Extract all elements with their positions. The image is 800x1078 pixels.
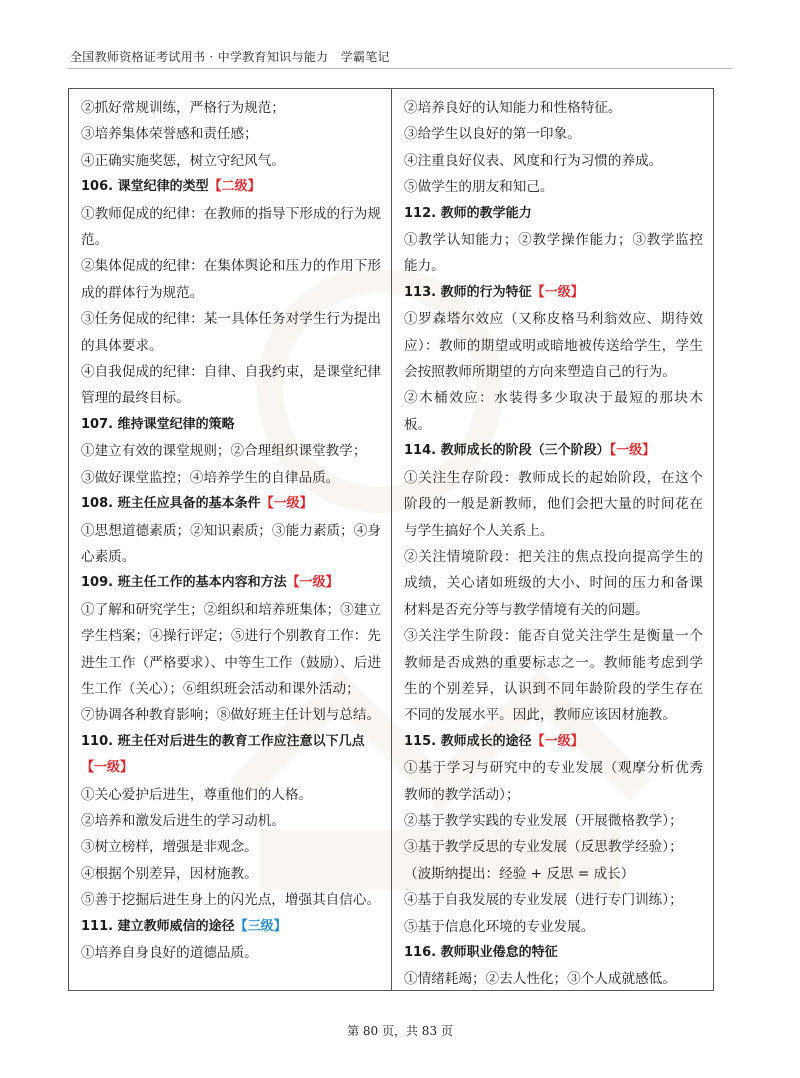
- level-tag: 【一级】: [531, 284, 584, 300]
- right-column: [391, 89, 713, 990]
- level-tag: 【二级】: [208, 179, 261, 195]
- section-heading: [81, 729, 381, 782]
- section-heading: [404, 940, 703, 966]
- section-heading-text: 114. 教师成长的阶段（三个阶段）: [404, 443, 610, 459]
- text-line: ②关注情境阶段：把关注的焦点投向提高学生的成绩，关心诸如班级的大小、时间的压力和备课材料是否充分等与教学情境有关的问题。: [404, 548, 703, 618]
- section-heading-text: 112. 教师的教学能力: [404, 205, 532, 221]
- text-line: ④基于自我发展的专业发展（进行专门训练）；: [404, 892, 683, 909]
- text-line: ②培养良好的认知能力和性格特征。: [404, 100, 622, 116]
- header-divider: [68, 68, 732, 69]
- section-heading: [81, 570, 381, 596]
- text-line: ⑦协调各种教育影响；⑧做好班主任计划与总结。: [81, 707, 381, 724]
- level-tag: 【一级】: [531, 733, 584, 749]
- section-heading-text: 115. 教师成长的途径: [404, 733, 532, 749]
- section-heading: [404, 438, 703, 464]
- text-line: ②木桶效应：水装得多少取决于最短的那块木板。: [404, 390, 703, 433]
- text-line: ⑤做学生的朋友和知己。: [404, 179, 554, 196]
- text-line: ①关心爱护后进生，尊重他们的人格。: [81, 786, 313, 803]
- text-line: ④注重良好仪表、风度和行为习惯的养成。: [404, 152, 663, 169]
- text-line: ③任务促成的纪律：某一具体任务对学生行为提出的具体要求。: [81, 311, 381, 354]
- text-line: ①教师促成的纪律：在教师的指导下形成的行为规范。: [81, 205, 381, 249]
- text-line: ⑤善于挖掘后进生身上的闪光点，增强其自信心。: [81, 892, 381, 909]
- text-line: ⑤基于信息化环境的专业发展。: [404, 918, 595, 935]
- text-line: ④正确实施奖惩，树立守纪风气。: [81, 152, 285, 169]
- left-column: [69, 89, 391, 990]
- section-heading: [81, 412, 381, 438]
- section-heading: [404, 280, 703, 306]
- text-line: （波斯纳提出：经验 + 反思 = 成长）: [404, 865, 635, 882]
- section-heading-text: 106. 课堂纪律的类型: [81, 179, 209, 195]
- section-heading-text: 116. 教师职业倦怠的特征: [404, 945, 558, 960]
- text-line: ③关注学生阶段：能否自觉关注学生是衡量一个教师是否成熟的重要标志之一。教师能考虑到学生的个别差异，认识到不同年龄阶段的学生存在不同的发展水平。因此，教师应该因材施教。: [404, 628, 703, 724]
- level-tag: 【一级】: [260, 496, 313, 512]
- text-line: ①罗森塔尔效应（又称皮格马利翁效应、期待效应）：教师的期望或明或暗地被传送给学生，学生会按照教师所期望的方向来塑造自己的行为。: [404, 311, 703, 381]
- page-header-title: 全国教师资格证考试用书 · 中学教育知识与能力 学霸笔记: [70, 50, 390, 64]
- content-frame: [68, 88, 714, 991]
- text-line: ①建立有效的课堂规则；②合理组织课堂教学；: [81, 443, 367, 460]
- section-heading-text: 111. 建立教师威信的途径: [81, 918, 235, 934]
- section-heading-text: 113. 教师的行为特征: [404, 284, 532, 300]
- section-heading: [404, 201, 703, 227]
- level-tag: 【三级】: [234, 918, 287, 934]
- level-tag: 【一级】: [81, 760, 134, 776]
- text-line: ④根据个别差异，因材施教。: [81, 865, 258, 882]
- text-line: ③给学生以良好的第一印象。: [404, 126, 581, 143]
- text-line: ①关注生存阶段：教师成长的起始阶段，在这个阶段的一般是新教师，他们会把大量的时间花在与学生搞好个人关系上。: [404, 469, 703, 539]
- text-line: ②集体促成的纪律：在集体舆论和压力的作用下形成的群体行为规范。: [81, 258, 381, 301]
- section-heading: [81, 174, 381, 200]
- text-line: ③树立榜样，增强是非观念。: [81, 839, 258, 856]
- level-tag: 【一级】: [286, 575, 339, 591]
- text-line: ②抓好常规训练，严格行为规范；: [81, 100, 285, 116]
- page-number: 第 80 页，共 83 页: [347, 1024, 453, 1038]
- section-heading: [404, 729, 703, 755]
- section-heading-text: 107. 维持课堂纪律的策略: [81, 416, 235, 432]
- text-line: ③做好课堂监控；④培养学生的自律品质。: [81, 469, 340, 486]
- text-line: ②培养和激发后进生的学习动机。: [81, 812, 285, 829]
- section-heading: [81, 491, 381, 517]
- text-line: ①情绪耗竭；②去人性化；③个人成就感低。: [404, 971, 676, 988]
- section-heading-text: 108. 班主任应具备的基本条件: [81, 496, 261, 512]
- text-line: ①教学认知能力；②教学操作能力；③教学监控能力。: [404, 232, 703, 275]
- text-line: ③培养集体荣誉感和责任感；: [81, 126, 258, 143]
- text-line: ①了解和研究学生；②组织和培养班集体；③建立学生档案；④操行评定；⑤进行个别教育工作：先进生工作（严格要求）、中等生工作（鼓励）、后进生工作（关心）；⑥组织班会活动和课外活动；: [81, 601, 381, 697]
- section-heading-text: 109. 班主任工作的基本内容和方法: [81, 575, 287, 591]
- section-heading: [81, 914, 381, 940]
- text-line: ②基于教学实践的专业发展（开展微格教学）；: [404, 812, 683, 829]
- text-line: ④自我促成的纪律：自律、自我约束，是课堂纪律管理的最终目标。: [81, 364, 381, 407]
- level-tag: 【一级】: [609, 443, 656, 459]
- section-heading-text: 110. 班主任对后进生的教育工作应注意以下几点: [81, 733, 365, 749]
- text-line: ③基于教学反思的专业发展（反思教学经验）；: [404, 839, 683, 856]
- text-line: ①思想道德素质；②知识素质；③能力素质；④身心素质。: [81, 522, 381, 565]
- text-line: ①基于学习与研究中的专业发展（观摩分析优秀教师的教学活动）；: [404, 760, 703, 803]
- text-line: ①培养自身良好的道德品质。: [81, 945, 258, 961]
